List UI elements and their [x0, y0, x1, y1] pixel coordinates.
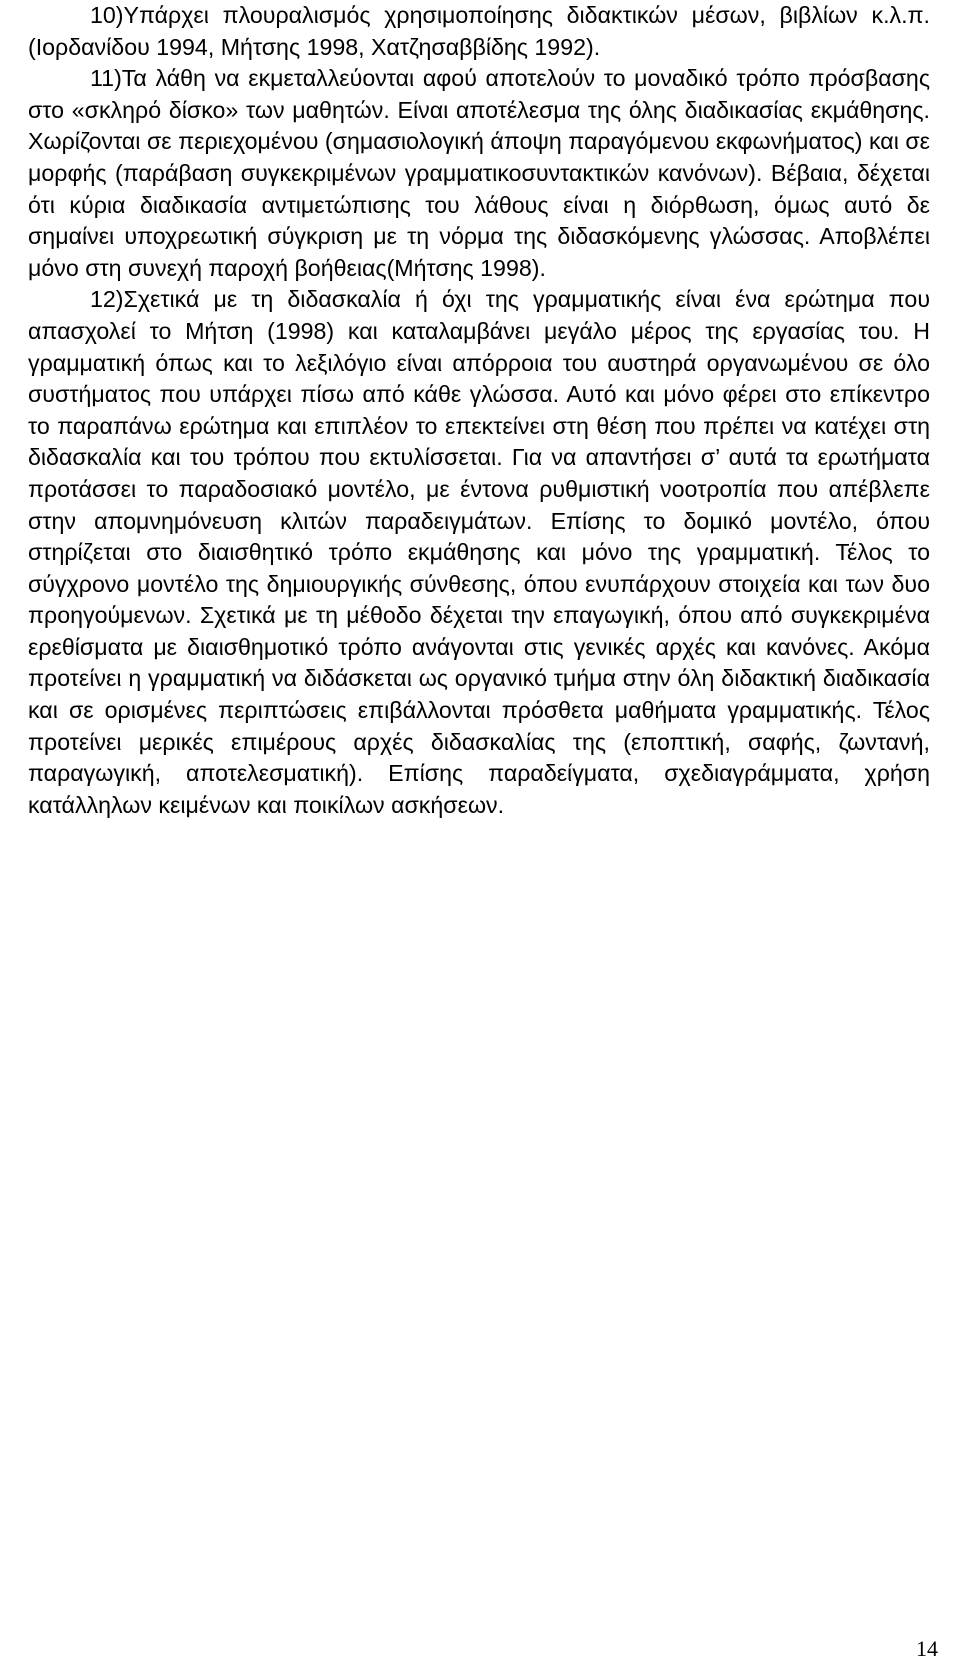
paragraph-10: 10)Υπάρχει πλουραλισμός χρησιμοποίησης διδακτικών μέσων, βιβλίων κ.λ.π. (Ιορδανίδου 1994, Μήτσης 1998, Χατζησαββίδης 1992). — [28, 2, 930, 60]
paragraph-12: 12)Σχετικά με τη διδασκαλία ή όχι της γραμματικής είναι ένα ερώτημα που απασχολεί το Μήτση (1998) και καταλαμβάνει μεγάλο μέρος της εργασίας του. Η γραμματική όπως και το λεξιλόγιο είναι απόρροια του αυστηρά οργανωμένου σε όλο συστήματος που υπάρχει πίσω από κάθε γλώσσα. Αυτό και μόνο φέρει στο επίκεντρο το παραπάνω ερώτημα και επιπλέον το επεκτείνει στη θέση που πρέπει να κατέχει στη διδασκαλία και του τρόπου που εκτυλίσσεται. Για να απαντήσει σ’ αυτά τα ερωτήματα προτάσσει το παραδοσιακό μοντέλο, με έντονα ρυθμιστική νοοτροπία που απέβλεπε στην απομνημόνευση κλιτών παραδειγμάτων. Επίσης το δομικό μοντέλο, όπου στηρίζεται στο διαισθητικό τρόπο εκμάθησης και μόνο της γραμματική. Τέλος το σύγχρονο μοντέλο της δημιουργικής σύνθεσης, όπου ενυπάρχουν στοιχεία και των δυο προηγούμενων. Σχετικά με τη μέθοδο δέχεται την επαγωγική, όπου από συγκεκριμένα ερεθίσματα με διαισθημοτικό τρόπο ανάγονται στις γενικές αρχές και κανόνες. Ακόμα προτείνει η γραμματική να διδάσκεται ως οργανικό τμήμα στην όλη διδακτική διαδικασία και σε ορισμένες περιπτώσεις επιβάλλονται πρόσθετα μαθήματα γραμματικής. Τέλος προτείνει μερικές επιμέρους αρχές διδασκαλίας της (εποπτική, σαφής, ζωντανή, παραγωγική, αποτελεσματική). Επίσης παραδείγματα, σχεδιαγράμματα, χρήση κατάλληλων κειμένων και ποικίλων ασκήσεων. — [28, 286, 930, 818]
document-body — [28, 0, 930, 821]
page-number: 14 — [916, 1636, 938, 1661]
paragraph-11: 11)Τα λάθη να εκμεταλλεύονται αφού αποτελούν το μοναδικό τρόπο πρόσβασης στο «σκληρό δίσκο» των μαθητών. Είναι αποτέλεσμα της όλης διαδικασίας εκμάθησης. Χωρίζονται σε περιεχομένου (σημασιολογική άποψη παραγόμενου εκφωνήματος) και σε μορφής (παράβαση συγκεκριμένων γραμματικοσυντακτικών κανόνων). Βέβαια, δέχεται ότι κύρια διαδικασία αντιμετώπισης του λάθους είναι η διόρθωση, όμως αυτό δε σημαίνει υποχρεωτική σύγκριση με τη νόρμα της διδασκόμενης γλώσσας. Αποβλέπει μόνο στη συνεχή παροχή βοήθειας(Μήτσης 1998). — [28, 65, 930, 281]
